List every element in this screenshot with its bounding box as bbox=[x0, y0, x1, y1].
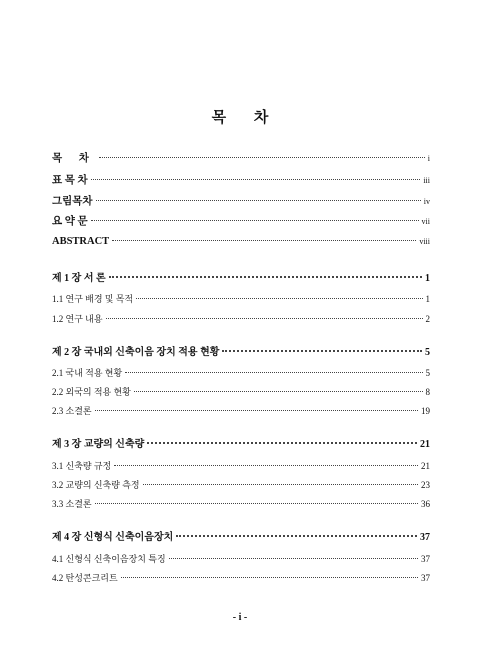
toc-entry-label: 1.1 연구 배경 및 목적 bbox=[52, 294, 134, 304]
dot-leader bbox=[143, 483, 418, 485]
toc-entry-page: i bbox=[427, 154, 430, 163]
dot-leader bbox=[222, 349, 422, 352]
toc-section-4-2[interactable] bbox=[52, 571, 430, 585]
toc-entry-page: 5 bbox=[425, 347, 430, 358]
dot-leader bbox=[91, 178, 421, 180]
dot-leader bbox=[147, 441, 417, 444]
toc-entry-label: 목 차 bbox=[52, 153, 96, 164]
toc-entry-label: 제 4 장 신형식 신축이음장치 bbox=[52, 532, 174, 543]
toc-entry-label: 1.2 연구 내용 bbox=[52, 314, 103, 324]
toc-entry-page: 37 bbox=[421, 573, 430, 583]
toc-entry-list-of-figures[interactable] bbox=[52, 195, 430, 209]
toc-section-2-1[interactable] bbox=[52, 366, 430, 380]
toc-entry-label: 그림목차 bbox=[52, 196, 93, 207]
page-title: 목 차 bbox=[211, 110, 281, 126]
toc-section-2-3[interactable] bbox=[52, 404, 430, 418]
toc-entry-list-of-tables[interactable] bbox=[52, 174, 430, 188]
toc-entry-label: 2.2 외국의 적용 현황 bbox=[52, 387, 131, 397]
toc-chapter-3[interactable] bbox=[52, 438, 430, 452]
toc-entry-label: 2.3 소결론 bbox=[52, 406, 92, 416]
toc-entry-label: 제 2 장 국내외 신축이음 장치 적용 현황 bbox=[52, 347, 220, 358]
toc-entry-page: 21 bbox=[421, 461, 430, 471]
toc-entry-page: 36 bbox=[421, 499, 430, 509]
dot-leader bbox=[176, 534, 417, 537]
toc-entry-label: 3.2 교량의 신축량 측정 bbox=[52, 480, 140, 490]
toc-entry-page: 37 bbox=[420, 532, 430, 543]
toc-section-3-2[interactable] bbox=[52, 478, 430, 492]
dot-leader bbox=[96, 199, 421, 201]
toc-entry-label: 3.1 신축량 규정 bbox=[52, 461, 112, 471]
toc-entry-page: 8 bbox=[425, 387, 430, 397]
dot-leader bbox=[125, 371, 422, 373]
toc-section-1-2[interactable] bbox=[52, 312, 430, 326]
dot-leader bbox=[91, 219, 419, 221]
toc-entry-page: 23 bbox=[421, 480, 430, 490]
toc-entry-label: 제 3 장 교량의 신축량 bbox=[52, 439, 145, 450]
toc-entry-abstract[interactable] bbox=[52, 235, 430, 249]
toc-section-2-2[interactable] bbox=[52, 385, 430, 399]
dot-leader bbox=[169, 557, 418, 559]
toc-entry-label: 3.3 소결론 bbox=[52, 499, 92, 509]
toc-entry-page: 21 bbox=[420, 439, 430, 450]
toc-entry-label: 표 목 차 bbox=[52, 175, 88, 186]
toc-entry-page: 1 bbox=[425, 294, 430, 304]
toc-chapter-4[interactable] bbox=[52, 531, 430, 545]
toc-section-4-1[interactable] bbox=[52, 552, 430, 566]
dot-leader bbox=[109, 275, 422, 278]
toc-entry-label: 제 1 장 서 론 bbox=[52, 273, 106, 284]
dot-leader bbox=[95, 502, 418, 504]
dot-leader bbox=[99, 156, 425, 158]
toc-section-1-1[interactable] bbox=[52, 292, 430, 306]
toc-entry-page: viii bbox=[419, 237, 430, 246]
dot-leader bbox=[106, 317, 423, 319]
toc-entry-page: vii bbox=[421, 217, 430, 226]
toc-section-3-3[interactable] bbox=[52, 497, 430, 511]
toc-entry-contents[interactable] bbox=[52, 152, 430, 166]
toc-chapter-1[interactable] bbox=[52, 272, 430, 286]
dot-leader bbox=[112, 239, 416, 241]
dot-leader bbox=[134, 390, 423, 392]
toc-entry-label: 4.1 신형식 신축이음장치 특징 bbox=[52, 554, 166, 564]
toc-entry-page: 1 bbox=[425, 273, 430, 284]
dot-leader bbox=[136, 297, 422, 299]
toc-entry-summary[interactable] bbox=[52, 215, 430, 229]
page-number-footer: - i - bbox=[232, 612, 248, 623]
toc-entry-page: iv bbox=[423, 197, 430, 206]
toc-entry-label: 2.1 국내 적용 현황 bbox=[52, 368, 123, 378]
dot-leader bbox=[114, 464, 418, 466]
toc-entry-label: 요 약 문 bbox=[52, 216, 88, 227]
toc-entry-page: 5 bbox=[425, 368, 430, 378]
toc-entry-page: 37 bbox=[421, 554, 430, 564]
dot-leader bbox=[121, 576, 418, 578]
toc-section-3-1[interactable] bbox=[52, 459, 430, 473]
toc-entry-page: iii bbox=[423, 176, 430, 185]
toc-entry-page: 19 bbox=[421, 406, 430, 416]
dot-leader bbox=[95, 409, 418, 411]
toc-chapter-2[interactable] bbox=[52, 346, 430, 360]
toc-entry-label: ABSTRACT bbox=[52, 236, 110, 247]
toc-entry-page: 2 bbox=[425, 314, 430, 324]
toc-entry-label: 4.2 탄성콘크리트 bbox=[52, 573, 118, 583]
